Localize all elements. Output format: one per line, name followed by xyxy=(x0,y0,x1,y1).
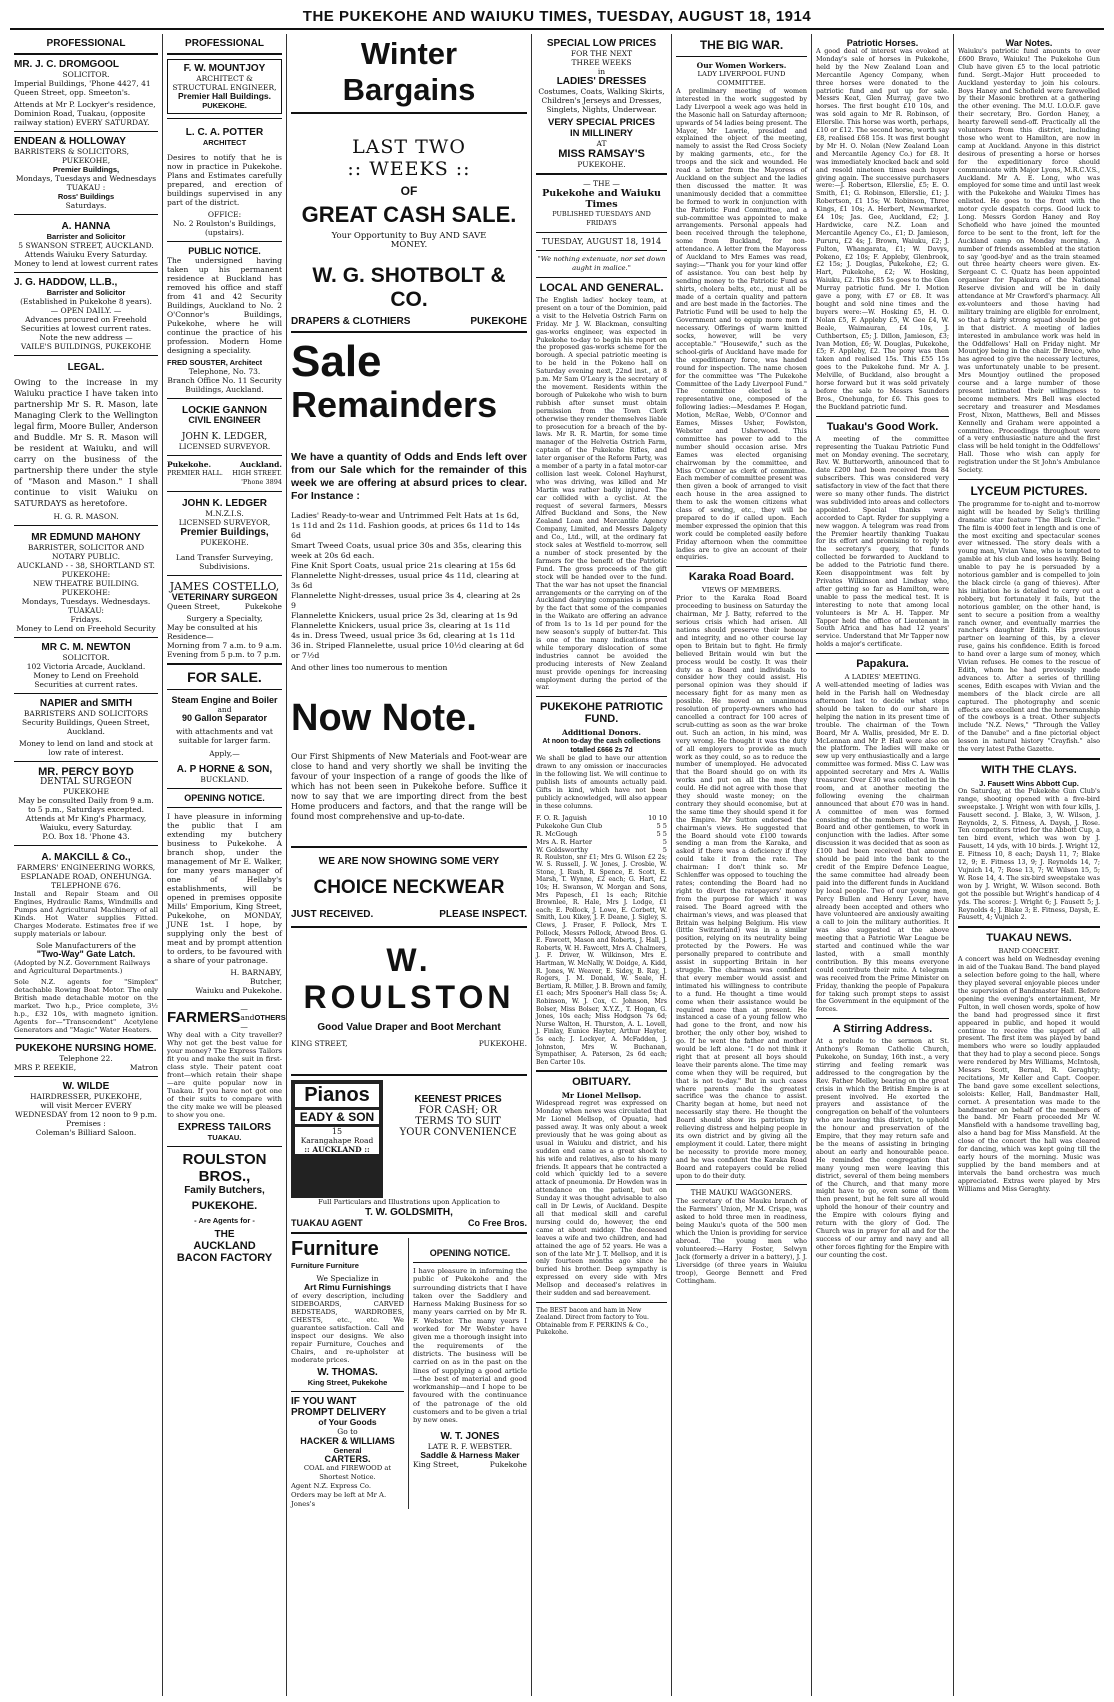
donor-name: Mrs A. R. Harter xyxy=(536,837,593,846)
roulston-title: Good Value Draper and Boot Merchant xyxy=(317,1022,501,1033)
ad-newton-money: Money to Lend on Freehold Securities at current rates. xyxy=(33,671,139,689)
war-body: A preliminary meeting of women interested in the work suggested by Lady Liverpool a week ago was held in the Masonic hall on Saturday afternoon; upwards of 54 ladies being present. The Mayor, Mr Lawrie, presided and explained the object of the meeting, namely to assist the Red Cross Society by making garments, etc., for the troops and the sick and wounded. He read a letter from the Mayoress of Auckland on the subject and the ladies then discussed the matter. It was unanimously decided that a committee be formed to work in conjunction with the Patriotic Fund Committee, and a sub-committee was appointed to make arrangements. Personal appeals had been received through the telephone, some from Buckland, for non-attendance. A letter from the Mayoress of Auckland to Mrs Eames was read, saying:—"Thank you for your kind offer of assistance. You can best help by sending money to the Patriotic Fund as shirts, cholera belts, etc., must all be made of a certain quality and pattern and are best made in the factories. The Patriotic Fund will be used to help the Government and to equip more men if necessary. Offerings of warm knitted socks, however, will be very acceptable." "Housewife," such as the school-girls of Auckland have made for the expeditionary force, was handed round for inspection. The name chosen for the committee was "The Pukekohe Committee of the Lady Liverpool Fund." The committee elected is a representative one, composed of the following ladies:—Mesdames P. Hogan, Motion, McRae, Webb, O'Connor and Eames, Misses Usher, Fowlston, Webster and Usherwood. This committee has power to add to the number should occasion arise. Mrs Eames was elected organising chairwoman by the committee, and Miss O'Connor as clerk of committee. Each member of committee present was then given a book of arranged to visit each house in the area assigned to them to ask the women citizens what class of sewing, etc., they will be prepared to do if called upon. Each member expressed the opinion that this work could be completed easily before Friday afternoon when the committee ladies are to give an account of their enquiries. xyxy=(676,87,807,562)
ad-napier-title: BARRISTERS AND SOLICITORS xyxy=(23,709,149,718)
ad-mountjoy-bldg: Premier Hall Buildings. xyxy=(177,91,272,101)
tailors-name: EXPRESS TAILORS xyxy=(177,1122,272,1133)
obit-best-bacon: The BEST bacon and ham in New Zealand. Direct from factory to You. Obtainable from F. PERKINS & Co., Pukekohe. xyxy=(536,1306,649,1337)
ad-boyd-title: DENTAL SURGEON xyxy=(39,777,133,787)
remainders-item: Flannelette Knickers, usual price 3s, clearing at 1s 11d xyxy=(291,621,511,630)
remainders-item: 4s in. Dress Tweed, usual price 3s 6d, clearing at 1s 11d xyxy=(291,631,515,640)
ad-ledger1-puk: Pukekohe. xyxy=(167,460,212,469)
ad-endean-tuakau: TUAKAU : xyxy=(66,183,106,192)
roulston-bros-town: PUKEKOHE. xyxy=(191,1200,258,1212)
ad-haddow-adv: Advances procured on Freehold Securities at lowest current rates. xyxy=(20,315,152,333)
column-big-war xyxy=(672,34,812,1696)
special-ladies: LADIES' DRESSES xyxy=(556,76,647,87)
ad-nursing-name: PUKEKOHE NURSING HOME. xyxy=(15,1043,157,1054)
news-sub: BAND CONCERT. xyxy=(998,947,1060,956)
pianos-terms: TERMS TO SUIT xyxy=(415,1116,501,1127)
ad-ledger2-bldg: Premier Buildings, xyxy=(180,527,269,538)
saddler-title: Saddle & Harness Maker xyxy=(420,1449,520,1460)
notice-body: The undersigned having taken up his permanent residence at Buckland has removed his office and staff from 41 and 42 Security Buildings, Auckland to No. 2 O'Connor's Buildings, Pukekohe, where he will continue the practice of his profession. Modern Home designing a speciality. xyxy=(167,256,282,355)
saddler-street: King Street, xyxy=(413,1459,460,1469)
furniture-sub: Furniture Furniture xyxy=(291,1261,359,1270)
furniture-heading: Furniture xyxy=(291,1238,379,1260)
notice-signature: FRED SOUSTER, Architect xyxy=(167,358,263,367)
tuakau-heading: Tuakau's Good Work. xyxy=(826,420,939,433)
ad-mahony-addr: AUCKLAND - - 38, SHORTLAND ST. xyxy=(17,561,155,570)
fund-heading: PUKEKOHE PATRIOTIC FUND. xyxy=(539,701,664,726)
paper-pub: PUBLISHED TUESDAYS AND FRIDAYS xyxy=(552,210,651,227)
ad-costello-spec: Surgery a Specialty, xyxy=(186,614,263,623)
notice-branch: Branch Office No. 11 Security Buildings, Auckland. xyxy=(167,376,282,394)
ad-dromgool-attend: Attends at Mr P. Lockyer's residence, Dominion Road, Tuakau, (opposite railway station) EVERY SATURDAY. xyxy=(14,100,156,127)
saddler-heading: OPENING NOTICE. xyxy=(429,1248,511,1258)
furniture-art: Art Rimu Furnishings xyxy=(304,1282,391,1292)
clays-sub: J. Fausett Wins Abbott Cup. xyxy=(979,778,1079,788)
roulston-bros-title: Family Butchers, xyxy=(184,1185,265,1196)
furniture-street: King Street, Pukekohe xyxy=(307,1378,388,1387)
nownote-heading: Now Note. xyxy=(291,697,477,739)
remainders-item: Flannelette Night-dresses, usual price 4s 11d, clearing at 3s 6d xyxy=(291,571,519,590)
column-war-notes xyxy=(954,34,1104,1696)
nownote-body: Our First Shipments of New Materials and Foot-wear are close to hand and very shortly we shall be inviting the favour of your inspection of a range of goods the like of which has not been seen in Pukekohe before. Suffice it now to say that we are importing direct from the best Home producers and factors, and that the range will be found most comprehensive and up-to-date. xyxy=(291,752,527,821)
special-very: VERY SPECIAL PRICES xyxy=(548,117,655,128)
legal-heading: LEGAL. xyxy=(67,362,105,373)
opening-signature: H. BARNABY, xyxy=(230,968,282,977)
ad-gannon-name: LOCKIE GANNON xyxy=(182,405,267,416)
ad-makcill-addr: ESPLANADE ROAD, ONEHUNGA. xyxy=(20,872,152,881)
ad-hanna-money: Money to lend at lowest current rates xyxy=(14,259,158,268)
ad-boyd-town: PUKEKOHE xyxy=(63,787,109,796)
ad-hanna-title: Barrister and Solicitor xyxy=(46,232,126,241)
masthead: THE PUKEKOHE AND WAIUKU TIMES, TUESDAY, AUGUST 18, 1914 xyxy=(10,6,1104,30)
paper-the: — THE — xyxy=(583,179,620,188)
ad-wilde-title: HAIRDRESSER, PUKEKOHE, xyxy=(30,1092,142,1101)
roulston-town: PUKEKOHE. xyxy=(478,1039,527,1048)
ad-mountjoy-name: F. W. MOUNTJOY xyxy=(183,63,266,74)
legal-signature: H. G. R. MASON. xyxy=(53,512,119,521)
donor-row xyxy=(536,822,667,830)
ad-makcill-adopted: (Adopted by N.Z. Government Railways and Agricultural Departments.) xyxy=(14,959,151,975)
roulston-bros-agents: - Are Agents for - xyxy=(194,1216,255,1225)
donor-name: R. McGough xyxy=(536,829,578,838)
remainders-item: Smart Tweed Coats, usual price 30s and 35s, clearing this week at 20s 6d each. xyxy=(291,541,522,560)
ad-ledger1-title: LICENSED SURVEYOR. xyxy=(178,442,271,451)
ad-newton-name: MR C. M. NEWTON xyxy=(41,642,131,653)
roulston-bros-the: THE xyxy=(214,1229,235,1240)
ad-makcill-body: Install and Repair Steam and Oil Engines, Hydraulic Rams, Windmills and Pumps and Agricultural Machinery of all Kinds. Hot Water supplies Fitted. Charges Moderate. Estimates free if we supply materials or labour. xyxy=(14,890,158,938)
furniture-name: W. THOMAS. xyxy=(317,1367,378,1378)
ad-haddow-name: J. G. HADDOW, LL.B., xyxy=(14,277,118,288)
war-heading: THE BIG WAR. xyxy=(699,38,784,52)
lyceum-heading: LYCEUM PICTURES. xyxy=(970,483,1088,498)
opening-signature3: Waiuku and Pukekohe. xyxy=(195,986,282,995)
ad-endean-title: BARRISTERS & SOLICITORS, xyxy=(14,147,130,156)
saddler-name: W. T. JONES xyxy=(440,1430,500,1442)
donor-amount: 5 xyxy=(662,837,667,846)
ad-ledger2-land: Land Transfer Surveying, Subdivisions. xyxy=(175,553,274,571)
donor-name: Pukekohe Gun Club xyxy=(536,821,603,830)
donor-name: W. Goldsworthy xyxy=(536,845,589,854)
ad-endean-town: PUKEKOHE, xyxy=(61,156,111,165)
ad-ledger2-quals: M.N.Z.I.S. xyxy=(205,509,244,518)
ad-nursing-tel: Telephone 22. xyxy=(59,1054,113,1063)
column-professional-2 xyxy=(163,34,287,1696)
ad-costello-eve: Evening from 5 p.m. to 7 p.m. xyxy=(167,650,281,659)
ad-potter-name: L. C. A. POTTER xyxy=(185,127,264,138)
remainders-item: Flannelette Knickers, usual price 2s 3d, clearing at 1s 9d xyxy=(291,611,518,620)
ad-napier-addr: Security Buildings, Queen Street, Auckland. xyxy=(22,718,150,736)
ad-wilde-body: will visit Mercer EVERY WEDNESDAY from 12 noon to 9 p.m. xyxy=(15,1101,157,1119)
ad-haddow-note: Note the new address — xyxy=(39,333,133,342)
tailors-heading: FARMERS xyxy=(167,1009,241,1026)
obit-heading: OBITUARY. xyxy=(572,1076,631,1089)
donor-amount: 5 5 xyxy=(656,829,667,838)
section-heading: PROFESSIONAL xyxy=(185,38,264,49)
tuakau-body: A meeting of the committee representing the Tuakau Patriotic Fund met on Monday evening. The secretary, Rev. W. Butterworth, announced that to date £200 had been received from 84 subscribers. This was considered very satisfactory in view of the fact that there were so many other funds. The district was subdivided into areas and collectors appointed. Special thanks were accorded to Capt. Ryder for supplying a new waggon. A telegram was read from the Premier heartily thanking Tuakau for its effort and promising to reply to the secretary's query, that funds collected be forwarded to Auckland to be added to the Patriotic fund there. Keen disappointment was felt by Privates Wilkinson and Lindsay who, after getting so far as Hamilton, were unable to pass the medical test. It is interesting to note that among local volunteers is Mr A. H. Tapper. Mr Tapper held the office of Lieutenant in South Africa and has had 12 years' service. Understand that Mr Tapper now holds a major's certificate. xyxy=(816,434,949,649)
remainders-item: Ladies' Ready-to-wear and Untrimmed Felt Hats at 1s 6d, 1s 11d and 2s 11d. Fashion goods, at prices 6s 11d to 14s 6d xyxy=(291,511,520,540)
papakura-heading: Papakura. xyxy=(856,658,909,671)
ad-makcill-sole: Sole Manufacturers of the xyxy=(36,941,136,950)
forsale-apply: Apply,— xyxy=(209,749,240,758)
ad-potter-office: OFFICE: xyxy=(207,210,242,219)
fund-list: R. Roulston, snr £1; Mrs G. Wilson £2 2s; W. S. Russell, J. W. Jones, J. Crosbie, W. Stone, J. Rush, R. Spence, E. Scott, E. Marsh, T. Wynne, £2 each; G. Hart, £2 10s; H. Swanson, W. Morgan and Sons, Mrs Papesch, £1 1s each; Ritchie Brownlee, R. Hale, Mrs J. Lodge, £1 each; E. Pollock, J. Lowe, E. Corbett, W. Smith, Lou Kikey, J. F. Deane, J. Sigley, S. Clews, J. Fraser, F. Pollock, Mrs T. Pollock, Messrs Pollock, Atwood Bros. G. E. Fawcett, Mason and Roberts, J. Hall, J. Roberts, W. H. Fawcett, Mrs A. Chalmers, J. F. Driver, W. Wilkinson, Mrs E. Hartman, W. McNally, W. Doidge, A. Kidd, R. Jones, W. Weaver, E. Sidey, B. Ray, J. Rogers, J. M. Donald, W. Seale, H. Bertiam, R. Miller, J. B. Brown and family, £1 each; Mrs Spooner's Hall class 5s; A. Robinson, W. J. Cox, C. Johnson, Mrs Bolser, Miss Bolser, X.Y.Z., T. Hogan, G. Jones, 10s each; Miss Hodgson 7s 6d; Nurse Walton, H. Thurston, A. L. Lovell, J. Finlay, Eunice Hayter, Arthur Hayter, 5s each; J. Lockyer, A. McFadden, J. Johnston, Mrs W. Buchanan, Sympathiser, A. Paterson, 2s 6d each; Ben Carter 10s. xyxy=(536,853,667,1066)
roulston-bros-akl: AUCKLAND xyxy=(193,1240,256,1252)
donor-amount: 5 xyxy=(662,845,667,854)
neckwear-name: CHOICE NECKWEAR xyxy=(313,877,505,898)
donor-row xyxy=(536,814,667,822)
forsale-line2: 90 Gallon Separator xyxy=(181,713,268,723)
donor-row xyxy=(536,838,667,846)
ad-boyd-waiuku: Waiuku, every Saturday. xyxy=(39,823,133,832)
mauku-heading: THE MAUKU WAGGONERS. xyxy=(690,1189,793,1198)
ad-mahony-puk: PUKEKOHE: xyxy=(61,570,111,579)
ad-hanna-name: A. HANNA xyxy=(61,221,111,232)
special-for: FOR THE NEXT xyxy=(570,49,633,58)
ad-costello-town: Pukekohe xyxy=(244,602,282,611)
remainders-list xyxy=(291,511,527,661)
ad-mahony-days: Mondays, Tuesdays. Wednesdays. xyxy=(21,597,151,606)
neckwear-please: PLEASE INSPECT. xyxy=(439,909,527,920)
obit-body: Widespread regret was expressed on Monday when news was circulated that Mr Lionel Mellsop, of Opuatia, had passed away. It was only about a week previously that he was going about as usual in Waiuku and district, and his sudden end came as a great shock to his wife and relatives, also to his many friends. It appears that he contracted a cold which quickly led to a severe attack of pneumonia. Dr Howden was in attendance on the patient, but on Sunday it was thought advisable to also call in Dr Lewis, of Auckland. Despite all that medical skill and careful nursing could do, however, the end came at about midday. The deceased leaves a wife and two children, and had attained the age of 52 years. He was a son of the late Mr J. T. Mellsop, and it is only fourteen months ago since he buried his brother. Deep sympathy is expressed on every side with Mrs Mellsop and deceased's relatives in their sudden and sad bereavement. xyxy=(536,1099,667,1298)
ad-mahony-theatre: NEW THEATRE BUILDING. xyxy=(32,579,140,588)
winter-firm: W. G. SHOTBOLT & CO. xyxy=(312,264,506,311)
ad-costello-body: May be consulted at his Residence— xyxy=(167,623,258,641)
ad-potter-addr: No. 2 Roulston's Buildings, (upstairs). xyxy=(173,219,276,237)
pianos-akl: :: AUCKLAND :: xyxy=(295,1145,379,1154)
special-body: Costumes, Coats, Walking Skirts, Children's Jerseys and Dresses, Singlets, Nights, Underwear. xyxy=(538,87,665,114)
obit-sub: Mr Lionel Mellsop. xyxy=(561,1091,642,1101)
forsale-line3: with attachments and vat suitable for larger farm. xyxy=(176,727,273,745)
ad-endean-sat: Saturdays. xyxy=(65,201,107,210)
winter-last: LAST TWO xyxy=(352,136,466,158)
hacker-coal: COAL and FIREWOOD at Shortest Notice. xyxy=(303,1464,392,1481)
stirring-heading: A Stirring Address. xyxy=(832,1023,933,1036)
remainders-item: Fine Knit Sport Coats, usual price 21s clearing at 15s 6d xyxy=(291,561,516,570)
winter-heading: Winter Bargains xyxy=(342,36,476,107)
forsale-firm: A. P HORNE & SON, xyxy=(176,764,273,775)
news-body: A concert was held on Wednesday evening in aid of the Tuakau Band. The band played a selection before going to the hall, where they played several enjoyable pieces under the supervision of Bandmaster Hall. Before opening the evening's entertainment, Mr Fulton, in well chosen words, spoke of how the band had progressed since it first appeared in public, and hoped it would continue to receive the support of all present. The first item was played by band members who were so loudly applauded that they had to play a second piece. Songs were rendered by Mrs Williams, McIntosh, Messrs Scott, Bernal, R. Geraghty; recitations, Mr Keller and Capt. Cooper. The band gave some excellent selections, soloists: Keller, Hall, Bandmaster Hall, cornet. A presentation was made to the bandmaster on behalf of the members of the band. Mr Fearn proceeded Mr W. Mansfield with a handsome travelling bag, also a hand bag for Miss Mansfield. At the close of the concert the hall was cleared for dancing, which was kept going till the early hours of the morning. Music was supplied by the band members and at intervals the band orchestra was much appreciated. Extras were played by Mrs Williams and Miss Geraghty. xyxy=(958,955,1100,1193)
winter-opportunity: Your Opportunity to Buy AND SAVE MONEY. xyxy=(331,231,487,250)
column-professional-1 xyxy=(10,34,163,1696)
ad-costello-morn: Morning from 7 a.m. to 9 a.m. xyxy=(167,641,282,650)
winter-drapers: DRAPERS & CLOTHIERS xyxy=(291,316,411,327)
ad-wilde-premises: Premises : xyxy=(66,1119,106,1128)
pianos-num: 15 xyxy=(295,1127,379,1136)
local-heading: LOCAL AND GENERAL. xyxy=(539,282,664,294)
paper-name: Pukekohe and Waiuku Times xyxy=(542,188,661,210)
ad-mahony-money: Money to Lend on Freehold Security xyxy=(16,624,156,633)
war-sub: Our Women Workers. xyxy=(696,61,787,70)
pianos-agent: T. W. GOLDSMITH, xyxy=(365,1207,453,1218)
pianos-conv: YOUR CONVENIENCE xyxy=(399,1127,517,1138)
pianos-bros: Co Free Bros. xyxy=(467,1218,527,1228)
clays-heading: WITH THE CLAYS. xyxy=(981,763,1077,776)
ad-mahony-name: MR EDMUND MAHONY xyxy=(31,532,141,543)
tailors-and: —and— xyxy=(240,1004,255,1031)
tailors-others: OTHERS xyxy=(254,1013,286,1022)
ad-newton-title: SOLICITOR. xyxy=(62,653,110,662)
section-heading: PROFESSIONAL xyxy=(46,38,126,49)
tailors-body: Why deal with a City traveller? Why not get the best value for your money? The Express Tailors fit you and make the suit in first-class style. Their patent coat front—which retain their shape—are quite popular now in Tuakau. If you have not got one of their suits to compare with the city make we will be pleased to show you one. xyxy=(167,1031,282,1119)
opening-signature2: Butcher, xyxy=(250,977,282,986)
lyceum-body: The programme for to-night and to-morrow night will be headed by Selig's thrilling dramatic star feature "The Black Circle." The film is 4000 feet in length and is one of the most exciting and spectacular scenes ever witnessed. The story deals with a young man, Vivian Vane, who is tempted to gamble at his club and loses heavily. Being unable to pay he is persuaded by a notorious gambler and is compelled to join the black circle (a gang of thieves). After his initiation he is detailed to carry out a robbery, but fortunately it fails, but the notorious gambler, on the other hand, is sent to secure a position from a wealthy ranch owner, and eventually marries the rancher's daughter Edith. His previous partner on learning of this, by a clever ruse, gains his confidence. Edith is forced to hand over a large sum of money, which Vivian refuses. He comes to the rescue of Edith, whom he had previously made advances to. After a series of thrilling scenes, Edith escapes with Vivian and the members of the black circle are all captured. The photography and scenic effects are excellent and the horsemanship of the cowboys is a treat. Other subjects include "N.Z. News," "Through the Valley of the Danube" and a fine pictorial object lesson in natural history "Crayfish." also the very latest Pathe Gazette. xyxy=(958,499,1100,754)
neckwear-top: WE ARE NOW SHOWING SOME VERY xyxy=(318,856,500,867)
ad-endean-bldg: Premier Buildings, xyxy=(52,165,120,174)
ad-ledger1-phone: 'Phone 3894 xyxy=(241,478,282,486)
saddler-late: LATE R. F. WEBSTER. xyxy=(427,1441,513,1451)
hacker-l1: IF YOU WANT xyxy=(291,1396,357,1407)
ad-costello-title: VETERINARY SURGEON xyxy=(171,592,278,602)
furniture-body: of every description, including SIDEBOARDS, CARVED BEDSTEADS, WARDROBES, CHESTS, etc., etc. We guarantee satisfaction. Call and inspect our designs. We also repair Furniture, Couches and Chairs, and re-upholster at moderate prices. xyxy=(291,1292,404,1364)
local-body: The English ladies' hockey team, at present on a tour of the Dominion, paid a visit to the Helvetia Ostrich Farm on Friday. Mr J. W. Blackman, consulting gas-works engineer, was expected in Pukekohe to-day to begin his report on the proposed gas-works scheme for the borough. A special patriotic meeting is to be held in the Pokeno hall on Saturday evening next, 22nd inst., at 8 p.m. Mr Sam O'Leary is the secretary of the movement. Residents within the borough of Pukekohe who wish to burn rubbish after sunset must obtain permission from the Town Clerk otherwise they render themselves liable to prosecution for a breach of the by-laws. Mr R. R. Martin, for some time manager of the Helvetia Ostrich Farm, captain of the Pukekohe Rifles, and later organiser of the Reform Party, was a member of a party in a fatal motor-car collision last week. Colonel Hayhurst, who was driving, was killed and Mr Martin was rather badly injured. The car collided with a cyclist. At the request of several farmers, Messrs Alfred Buckland and Sons, the New Zealand Loan and Mercantile Agency Company, Limited, and Messrs Dalgety and Co., Ltd., will, at the ordinary fat stock sales at Westfield to-morrow, sell a number of stock presented by the farmers for the benefit of the Patriotic Fund. The gross proceeds of the gift stock will be handed over to the fund. That the war has not upset the financial arrangements or the carrying on of the Auckland dairying companies is proved by the fact that some of the companies in the Waikato are offering an advance of from 1s to 1s 1d per pound for the new season's supply of butter-fat. This is one of the many indications that while temporary dislocation of some industries cannot be avoided the producing interests of New Zealand must provide openings for increasing employment during the period of the war. xyxy=(536,296,667,692)
ad-mountjoy-town: PUKEKOHE. xyxy=(202,101,247,110)
ad-costello-name: JAMES COSTELLO, xyxy=(169,580,280,593)
hacker-carters: CARTERS. xyxy=(324,1454,371,1464)
paper-date: TUESDAY, AUGUST 18, 1914 xyxy=(541,237,662,246)
pianos-cash: FOR CASH; OR xyxy=(418,1105,498,1116)
ad-haddow-est: (Established in Pukekohe 8 years). xyxy=(20,297,152,306)
pianos-illus: Full Particulars and Illustrations upon Application to xyxy=(318,1198,500,1206)
donor-row xyxy=(536,830,667,838)
ad-makcill-name: A. MAKCILL & Co., xyxy=(41,852,131,863)
ad-mahony-puk2: PUKEKOHE: xyxy=(61,588,111,597)
ad-potter-title: ARCHITECT xyxy=(202,138,247,147)
ad-ledger1-high: HIGH STREET. xyxy=(232,469,282,477)
special-weeks: THREE WEEKS xyxy=(571,58,632,67)
opening-body: I have pleasure in informing the public that I am extending my butchery business to Pukekohe. A branch shop, under the management of Mr E. Walker, for many years manager of one of Hellaby's establishments, will be opened in premises opposite Mills' Emporium, King Street, Pukekohe, on MONDAY, JUNE 1st. I hope, by supplying only the best of meat and by prompt attention to orders, to be favoured with a share of your patronage. xyxy=(167,812,282,965)
notice-tel: Telephone, No. 73. xyxy=(188,367,261,376)
pianos-image-block xyxy=(291,1080,383,1198)
ad-haddow-title: Barrister and Solicitor xyxy=(46,288,126,297)
horses-heading: Patriotic Horses. xyxy=(846,38,919,48)
saddler-body: I have pleasure in informing the public of Pukekohe and the surrounding districts that I have taken over the Saddlery and Harness Making Business for so many years carried on by Mr R. F. Webster. The many years I worked for Mr Webster have given me a thorough insight into the requirements of the districts. The business will be carried on as in the past on the lines of supplying a good article—the best of material and good workmanship—and I hope to be favoured with the continuance of the patronage of the old customers and to be given a trial by new ones. xyxy=(413,1267,527,1425)
special-millinery: IN MILLINERY xyxy=(570,128,633,139)
roulston-bros-bacon: BACON FACTORY xyxy=(176,1252,273,1264)
remainders-item: 36 in. Striped Flannelette, usual price 10½d clearing at 6d or 7½d xyxy=(291,641,525,660)
furniture-spec: We Specialize in xyxy=(316,1274,379,1283)
ad-haddow-addr: VAILE'S BUILDINGS, PUKEKOHE xyxy=(20,342,152,351)
ad-potter-body: Desires to notify that he is now in practice in Pukekohe. Plans and Estimates carefully prepared, and erection of buildings supervised in any part of the district. xyxy=(167,153,282,207)
ad-mahony-fri: Fridays. xyxy=(70,615,102,624)
ad-dromgool-title: SOLICITOR. xyxy=(62,70,110,79)
ad-endean-days: Mondays, Tuesdays and Wednesdays xyxy=(15,174,157,183)
special-at: AT xyxy=(596,139,607,148)
forsale-line1: Steam Engine and Boiler xyxy=(171,695,278,705)
ad-wilde-name: W. WILDE xyxy=(62,1081,110,1092)
karaka-heading: Karaka Road Board. xyxy=(688,571,795,584)
pianos-title: Pianos xyxy=(295,1084,379,1107)
hacker-l3: of Your Goods xyxy=(318,1417,377,1427)
hacker-name: HACKER & WILLIAMS xyxy=(300,1436,395,1446)
ad-napier-money: Money to lend on land and stock at low rate of interest. xyxy=(19,739,153,757)
column-patriotic xyxy=(812,34,954,1696)
opening-heading: OPENING NOTICE. xyxy=(184,793,265,803)
ad-nursing-matron: MRS P. REEKIE, xyxy=(14,1063,77,1072)
notes-heading: War Notes. xyxy=(1005,38,1053,48)
forsale-and: and xyxy=(217,705,232,714)
ad-ledger1-akl: Auckland. xyxy=(239,460,282,469)
remainders-sale: Sale xyxy=(291,337,382,386)
mauku-body: The secretary of the Mauku branch of the Farmers' Union, Mr M. Crispe, was asked to hold three men in readiness, being Mauku's quota of the 500 men which the Union is providing for service abroad. The young men who volunteered:—Harry Foster, Selwyn Jack (formerly a driver in a battery), J. J. Liversidge (of three years in Waiuku troop), George Bennett and Fred Cottingham. xyxy=(676,1197,807,1285)
special-ramsay: MISS RAMSAY'S xyxy=(558,148,645,160)
ad-costello-addr: Queen Street, xyxy=(167,602,221,611)
karaka-body: Prior to the Karaka Road Board proceeding to business on Saturday the chairman, Mr J. Batty, referred to the serious crisis which had arisen. All nations should preserve their honour and integrity, and no other course lay open to Britain but to fight. He firmly believed Britain would win but the process would be costly. It was their duty as a Board and individuals to consider how they could assist. His personal opinion was they should if necessary fight for as many men as possible. He moved an unanimous resolution of property-owners who had cancelled a contract for 100 acres of scrub-cutting as soon as the war broke out. Such an action, in his mind, was very wrong. He thought it was the duty of all employers to provide as much work as they could, so as to reduce the number of unemployed. He advocated that the Board should go on with its works and put on all the men they could. He did not agree with those that they should waste money; on the contrary they should economise, but at the same time they should spend it for the Empire. Mr Sutton endorsed the chairman's views. He suggested that the Board should vote £100 towards sending a man from the Karaka, and asked if there was a deficiency if they could take it from the rate. The chairman: I don't think so. Mr Schlenffer was opposed to touching the rates; contending the Board had no right to divert the ratepayers' money from the purpose for which it was raised. The Board agreed with the chairman's views, and was pleased that Britain was helping Belgium. His view (little Switzerland) was in a similar position, relying on its neutrality being protected by the Powers. He was personally prepared to contribute and assist in supporting Britain in her struggle. The chairman was confident that every member would assist and intimated his willingness to contribute to a fund. He thought a time would come when their assistance would be required more than at present. He instanced a case of a young fellow who had gone to the front, and now his brother, the only other boy, wished to go. If he went the father and mother would be left alone. "I do not think it right that at present all boys should leave their parents alone. The time may come when they will be required, but that is not to-day." But in such cases where parents made the greatest sacrifice was the chance to assist. Charity began at home, but need not necessarily stay there. He thought the Board should show its patriotism by relieving distress and helping people in its own district and by giving all the employment it could. Later, there might be necessity to provide more money, and he was confident the Karaka Road Board and ratepayers could be relied upon to do their duty. xyxy=(676,594,807,1180)
ad-dromgool-addr: Imperial Buildings, 'Phone 4427, 41 Queen Street, opp. Smeeton's. xyxy=(14,79,151,97)
karaka-sub: VIEWS OF MEMBERS. xyxy=(701,586,782,595)
pianos-tuakau: TUAKAU AGENT xyxy=(291,1218,363,1228)
fund-sub: Additional Donors. xyxy=(562,728,641,738)
remainders-intro: We have a quantity of Odds and Ends left over from our Sale which for the remainder of this week we are offering at absurd prices to clear. For Instance : xyxy=(291,451,527,502)
fund-body: We shall be glad to have our attention drawn to any omission or inaccuracies in the following list. We will continue to publish lists of amounts actually paid. Gifts in kind, which have not been publicly acknowledged, will also appear in these columns. xyxy=(536,754,667,810)
neckwear-just: JUST RECEIVED. xyxy=(291,909,374,920)
roulston-bros-name: ROULSTON BROS., xyxy=(182,1151,267,1185)
forsale-heading: FOR SALE. xyxy=(187,669,262,685)
ad-ledger2-name: JOHN K. LEDGER xyxy=(181,498,267,509)
ad-makcill-sub: FARMERS' ENGINEERING WORKS, xyxy=(16,863,156,872)
column-local-news xyxy=(532,34,672,1696)
tailors-town: TUAKAU. xyxy=(207,1133,242,1142)
hacker-agent: Agent N.Z. Express Co. xyxy=(291,1482,372,1490)
roulston-street: KING STREET, xyxy=(291,1039,348,1048)
remainders-other: And other lines too numerous to mention xyxy=(291,663,448,672)
saddler-town: Pukekohe xyxy=(489,1459,527,1469)
legal-body: Owing to the increase in my Waiuku practice I have taken into partnership Mr S. R. Mason, late Managing Clerk to the Wellington legal firm, Moore Buller, Anderson and Buddle. Mr S. R. Mason will be resident at Waiuku, and will carry on the business of the partnership there under the style of "Mason and Mason." I shall continue to visit Waiuku on SATURDAYS as heretofore. xyxy=(14,377,158,508)
ad-ledger1-name: JOHN K. LEDGER, xyxy=(181,432,268,442)
donor-name: F. O. R. Jaguish xyxy=(536,813,587,822)
ad-nursing-mtitle: Matron xyxy=(129,1063,158,1072)
remainders-item: Flannelette Night-dresses, usual price 3s 4, clearing at 2s 9 xyxy=(291,591,521,610)
notes-body: Waiuku's patriotic fund amounts to over £600 Bravo, Waiuku! The Pukekohe Gun Club have given £5 to the local patriotic fund. Sergt.-Major Hutt proceeded to Auckland yesterday to join his colours. Boys Haney and Schofield were farewelled by their Masonic brethren at a gathering the other evening. The M.U. I.O.O.F. gave their secretary, Bro. Gordon Haney, a hearty farewell send-off. Practically all the volunteers from this district, including those who went to Hamilton, are now in camp at Auckland. Anyone in this district desirous of presenting a horse or horses for the expeditionary force should communicate with Major Lyons, M.R.C.V.S., Auckland. Mr A. E. Long, who was employed for some time and until last week with the Pukekohe and Waiuku Times has enlisted. He goes to the front with the motor cycle despatch corps. Good luck to Long. Messrs Gordon Haney and Roy Schofield who have joined the mounted force to be sent to the front, left for the Auckland camp on Monday morning. A number of friends assembled at the station to say 'good-bye' and as the train steamed out three hearty cheers were given. Ex-Sergeant C. C. Quatz has been appointed organiser for Papakura of the National Reserve division and will be in daily attendance at Mr Crawford's pharmacy. All ex-volunteers and those having had military training are eligible for enrolment, so that a fairly strong squad should be got in that district. A meeting of ladies interested in ambulance work was held in the Oddfellows' Hall on Friday night. Mr Mountjoy being in the chair. Dr Bruce, who has agreed to give the necessary lectures, was unfortunately unable to be present. Mrs Mountjoy outlined the proposed course and a large number of those present intimated their willingness to become members. Mrs Bell was elected secretary and treasurer and Mesdames Frost, Nixon, Matthews, Bell and Misses Kennelly and Graham were appointed a committee. Proceedings throughout were of a very enthusiastic nature and the first class will be held tonight in the Oddfellows' Hall. Those who wish can apply for registration under the St John's Ambulance Society. xyxy=(958,47,1100,475)
fund-intro: At noon to-day the cash collections totalled £666 2s 7d xyxy=(542,738,661,755)
stirring-body: At a prelude to the sermon at St. Anthony's Roman Catholic Church, Pukekohe, on Sunday, 16th inst., a very stirring and feeling remark was addressed to the congregation by the Rev. Father Melloy, bearing on the great crisis in which the British Empire is at present involved. He exorted the prayers and assistance of the congregation on behalf of the volunteers who are leaving this district, to uphold the honour and preservation of the Empire, that they may return safe and be the means of assisting in bringing about an early and honourable peace. He reminded the congregation that many young men were leaving this district, several of them being members of the Church, and that many more might have to go, even some of them then present, but he felt sure all would uphold the honour of their country and the Empire with colours flying and return with the glory of God. The Church was in prayer for all and for the success of our army and navy and all other forces fighting for the Empire with our counting the cost. xyxy=(816,1037,949,1259)
ad-ledger1-hall: PREMIER HALL. xyxy=(167,469,224,477)
ad-gannon-title: CIVIL ENGINEER xyxy=(188,415,261,425)
winter-weeks: :: WEEKS :: xyxy=(347,158,471,180)
ad-dromgool-name: MR. J. C. DROMGOOL xyxy=(14,59,119,70)
ad-boyd-po: P.O. Box 18. 'Phone 43. xyxy=(42,832,130,841)
ad-makcill-agents: Sole N.Z. agents for "Simplex" detachable Rowing Boat Motor. The only British made detachable motor on the market. Two h.p., Price complete, 3½ h.p., £32 10s, with magneto ignition. Agents for—"Transcendent" Acetylene Generators and "Magic" Water Heaters. xyxy=(14,978,158,1034)
ad-ledger2-title: LICENSED SURVEYOR, xyxy=(178,518,271,527)
winter-of: OF xyxy=(400,184,418,198)
donor-amount: 5 5 xyxy=(656,821,667,830)
ad-newton-addr: 102 Victoria Arcade, Auckland. xyxy=(26,662,146,671)
ad-endean-name: ENDEAN & HOLLOWAY xyxy=(14,136,126,147)
papakura-body: A well-attended meeting of ladies was held in the Parish hall on Wednesday afternoon last to decide what steps should be taken to do our share in helping the nation in its present time of trouble. The chairman of the Town Board, Mr A. Wallis, presided, Mr E. D. McLennan and Mr P. Hall were also on the platform. The ladies will make or sew up very enthusiastically and a large committee was formed. Miss C. Law was appointed secretary and Mrs A. Wallis treasurer. Over £30 was collected in the room, and at another meeting the following evening the chairman announced that about £70 was in hand. A committee of men was formed consisting of the members of the Town Board and other gentlemen, to work in conjunction with the ladies. After some discussion it was decided that as soon as £100 had been received that amount should be paid into the bank to the credit of the Empire Defence League, the same committee had already been paid into the different funds in Auckland by local people. Two of our young men, Percy Bullen and Henry Lever, have already been accepted and others who have volunteered are anxiously awaiting a call to join the military authorities. It was also suggested at the above meeting that a Patriotic War League be started and continued while the war lasted, with a small monthly contribution. By this means everyone could contribute their mite. A telegram was received from the Prime Minister on Friday, thanking the people of Papakura for taking such prompt steps to assist the Government in the equipment of the forces. xyxy=(816,681,949,1014)
hacker-general: General xyxy=(333,1446,362,1455)
hacker-l2: PROMPT DELIVERY xyxy=(291,1407,387,1418)
ad-endean-ross: Ross' Buildings xyxy=(57,192,115,201)
pianos-firm: EADY & SON xyxy=(295,1110,379,1124)
ad-mahony-tuakau: TUAKAU: xyxy=(68,606,104,615)
ad-boyd-consult: May be consulted Daily from 9 a.m. to 5 p.m., Saturdays excepted. xyxy=(18,796,154,814)
winter-sale: GREAT CASH SALE. xyxy=(301,202,517,227)
ad-mahony-title: BARRISTER, SOLICITOR AND NOTARY PUBLIC. xyxy=(27,543,145,561)
special-town: PUKEKOHE. xyxy=(577,160,626,169)
column-advertisements xyxy=(287,34,532,1696)
ad-hanna-addr: 5 SWANSON STREET, AUCKLAND. xyxy=(18,241,154,250)
notice-heading: PUBLIC NOTICE. xyxy=(188,246,261,256)
ad-makcill-gate: "Two-Way" Gate Latch. xyxy=(36,949,136,959)
papakura-sub: A LADIES' MEETING. xyxy=(844,673,921,682)
winter-town: PUKEKOHE xyxy=(470,316,527,327)
news-heading: TUAKAU NEWS. xyxy=(986,932,1072,945)
paper-motto: "We nothing extenuate, nor set down aught in malice." xyxy=(537,255,666,272)
special-heading: SPECIAL LOW PRICES xyxy=(546,38,657,49)
hacker-orders: Orders may be left at Mr A. Jones's xyxy=(291,1491,387,1508)
ad-mountjoy-title: ARCHITECT & STRUCTURAL ENGINEER, xyxy=(172,74,277,92)
pianos-keen: KEENEST PRICES xyxy=(414,1094,502,1105)
hacker-go: Go to xyxy=(337,1427,358,1436)
ad-wilde-billiard: Coleman's Billiard Saloon. xyxy=(35,1128,137,1137)
ad-haddow-open: — OPEN DAILY. — xyxy=(50,306,122,315)
donor-amount: 10 10 xyxy=(648,813,667,822)
fund-donor-list xyxy=(536,814,667,854)
ad-ledger2-town: PUKEKOHE. xyxy=(200,538,249,547)
remainders-title: Remainders xyxy=(291,384,498,425)
ad-boyd-name: MR. PERCY BOYD xyxy=(38,766,134,778)
special-in: in xyxy=(597,67,606,76)
donor-row xyxy=(536,846,667,854)
ad-hanna-attend: Attends Waiuku Every Saturday. xyxy=(24,250,148,259)
pianos-street: Karangahape Road xyxy=(295,1136,379,1145)
ad-makcill-tel: TELEPHONE 676. xyxy=(51,881,121,890)
ad-boyd-attend: Attends at Mr King's Pharmacy, xyxy=(25,814,147,823)
clays-body: On Saturday, at the Pukekohe Gun Club's range, shooting opened with a five-bird sweepstake. J. Wright won with four kills, J. Fausett second. J. Blake, 3, W. Wilson, J. Reynolds, 2, S. Fitness, A. Daysh, J. Rose. Ten competitors tried for the Abbott Cup, a ten bird event, which was won by J. Fausett, 14 yds, with 10 birds. J. Wright 12, E. Fitness 10, 8 each; Daysh 11, 7; Blake 12, 9; E. Fitness 13, 9; J. Reynolds 14, 7; Vujnich 14, 7; Rose 13, 7; W. Wilson 15, 5; W. Rose 14, 4. The six-bird sweepstake was won by J. Wright, W. Wilson second. Both got the possible but Wright's handicap of 4 yds. The scores: J. Wright 6; J. Fausett 5; J. Reynolds 4; J. Blake 3; E. Fitness, Daysh, E. Fausett, 4; Vujnich 2. xyxy=(958,786,1100,922)
war-lady: LADY LIVERPOOL FUND COMMITTEE. xyxy=(697,70,786,87)
forsale-town: BUCKLAND. xyxy=(200,775,249,784)
roulston-name: W. ROULSTON xyxy=(303,942,515,1015)
horses-body: A good deal of interest was evoked at Monday's sale of horses in Pukekohe, held by the New Zealand Loan and Mercantile Agency Company, when three horses were donated to the patriotic fund and put up for sale. Messrs Keat, Glen Murray, gave two horses. The first bought £10 10s, and was sold again to Mr R. Robinson, of Ellerslie. This horse was worth, perhaps, £10 or £12. The second horse, worth say £8, realised £68 15s. It was first bought by Mr H. O. Nolan (New Zealand Loan and Mercantile Agency Co.) for £8. It was immediately knocked back and sold and resold nineteen times each buyer giving again. The successive purchasers were:—J. Robertson, Ellerslie, £5; E. O. Smith, £1; G. Robinson, Ellerslie, £1; J. Robertson, £1 15s; W. Robinson, Three Kings, £1 10s; A. Herbert, Newmarket, £4 10s; Jas. Gee, Auckland, £2; J. Hardwicke, care N.Z. Loan and Mercantile Agency Co., £1; D. Jamieson, Pururu, £2 4s; J. Brown, Waiuku, £2; J. Fulton, Whangarata, £1; W. Davys, Pokeno, £2 10s; F. Appleby, Glenbrook, £2 15s; J. Douglas, Pukekohe, £2; G. Hart, Pukekohe, £2; W. Hosking, Waiuku, £2. This £85 5s goes to the Glen Murray patriotic fund. Mr I. Motion gave a pony, with £7 or £8. It was bought and sold nine times and the buyers were:—W. Hosking £5, H. O. Nolan £5, F. Appleby £5, W. Gee £4, W. Beale, Waimauran, £4 10s, J. Cuthbertson, £5; J. Dillon, Jamieson, £3; Ivan Motion, £6; W. Douglas, Pukekohe, £5; F. Appleby, £2. The pony was then taken and realised 15s. This £55 15s goes to the Pukekohe fund. Mr A. J. Melville, of Buckland, also brought a horse forward but it was sold privately before the sale to Messrs Saunders Bros., Onehunga, for £6. This goes to the Buckland patriotic fund. xyxy=(816,47,949,411)
ad-napier-name: NAPIER and SMITH xyxy=(39,698,133,709)
